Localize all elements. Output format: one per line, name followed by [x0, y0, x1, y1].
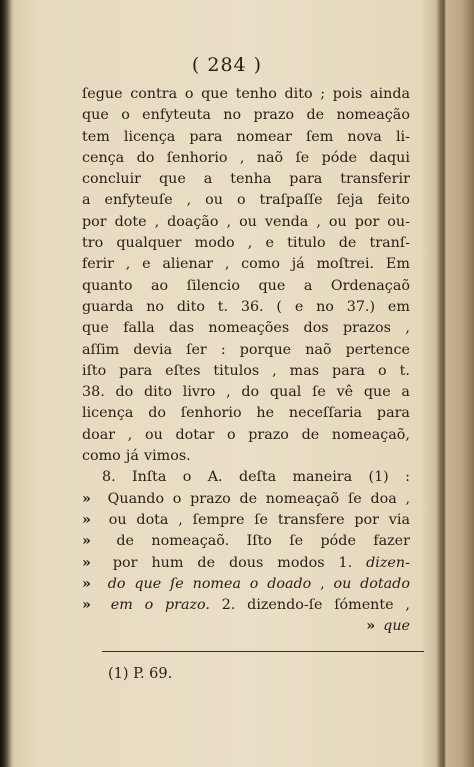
text-line: » do que ſe nomea o doado , ou dotado [82, 575, 410, 592]
catchword-line: » que [366, 618, 410, 635]
gutter-shadow [0, 0, 14, 767]
page-number: ( 284 ) [191, 54, 263, 76]
text-line: por dote , doação , ou venda , ou por ou- [82, 213, 410, 230]
text-line: como já vimos. [82, 448, 191, 465]
text-line: » de nomeaçaõ. Iſto ſe póde fazer [82, 533, 410, 550]
text-line: tro qualquer modo , e titulo de tranſ- [82, 235, 410, 252]
footnote-rule [102, 651, 424, 652]
text-line: quanto ao ſilencio que a Ordenaçaõ [82, 277, 410, 294]
footnote: (1) P. 69. [108, 666, 173, 682]
text-line: tem licença para nomear ſem nova li- [82, 128, 410, 145]
text-line: ſegue contra o que tenho dito ; pois ainda [82, 86, 410, 102]
text-line: concluir que a tenha para transferir [82, 171, 410, 188]
text-line: doar , ou dotar o prazo de nomeaçaõ, [82, 426, 410, 443]
text-line: que o enfyteuta no prazo de nomeação [82, 107, 410, 124]
text-line: licença do ſenhorio he neceſſaria para [82, 405, 410, 422]
text-line: » ou dota , ſempre ſe transfere por via [82, 511, 410, 528]
text-line: cença do ſenhorio , naõ ſe póde daqui [82, 149, 410, 166]
text-line: » Quando o prazo de nomeaçaõ ſe doa , [82, 490, 410, 507]
text-line: ferir , e alienar , como já moſtrei. Em [82, 256, 410, 273]
text-line: » por hum de dous modos 1. dizen- [82, 554, 410, 571]
text-line: 38. do dito livro , do qual ſe vê que a [82, 384, 410, 401]
text-line: aſſim devia ſer : porque naõ pertence [82, 341, 410, 358]
text-line: guarda no dito t. 36. ( e no 37.) em [82, 298, 410, 315]
text-line: iſto para eſtes titulos , mas para o t. [82, 362, 410, 379]
text-line: que falla das nomeações dos prazos , [82, 320, 410, 337]
book-page [18, 0, 436, 767]
text-line: 8. Inſta o A. deſta maneira (1) : [102, 469, 410, 486]
text-line: a enfyteuſe , ou o traſpaſſe ſeja feito [82, 192, 410, 209]
body-text [82, 84, 410, 638]
text-line: » em o prazo. 2. dizendo-ſe ſómente , [82, 597, 410, 614]
